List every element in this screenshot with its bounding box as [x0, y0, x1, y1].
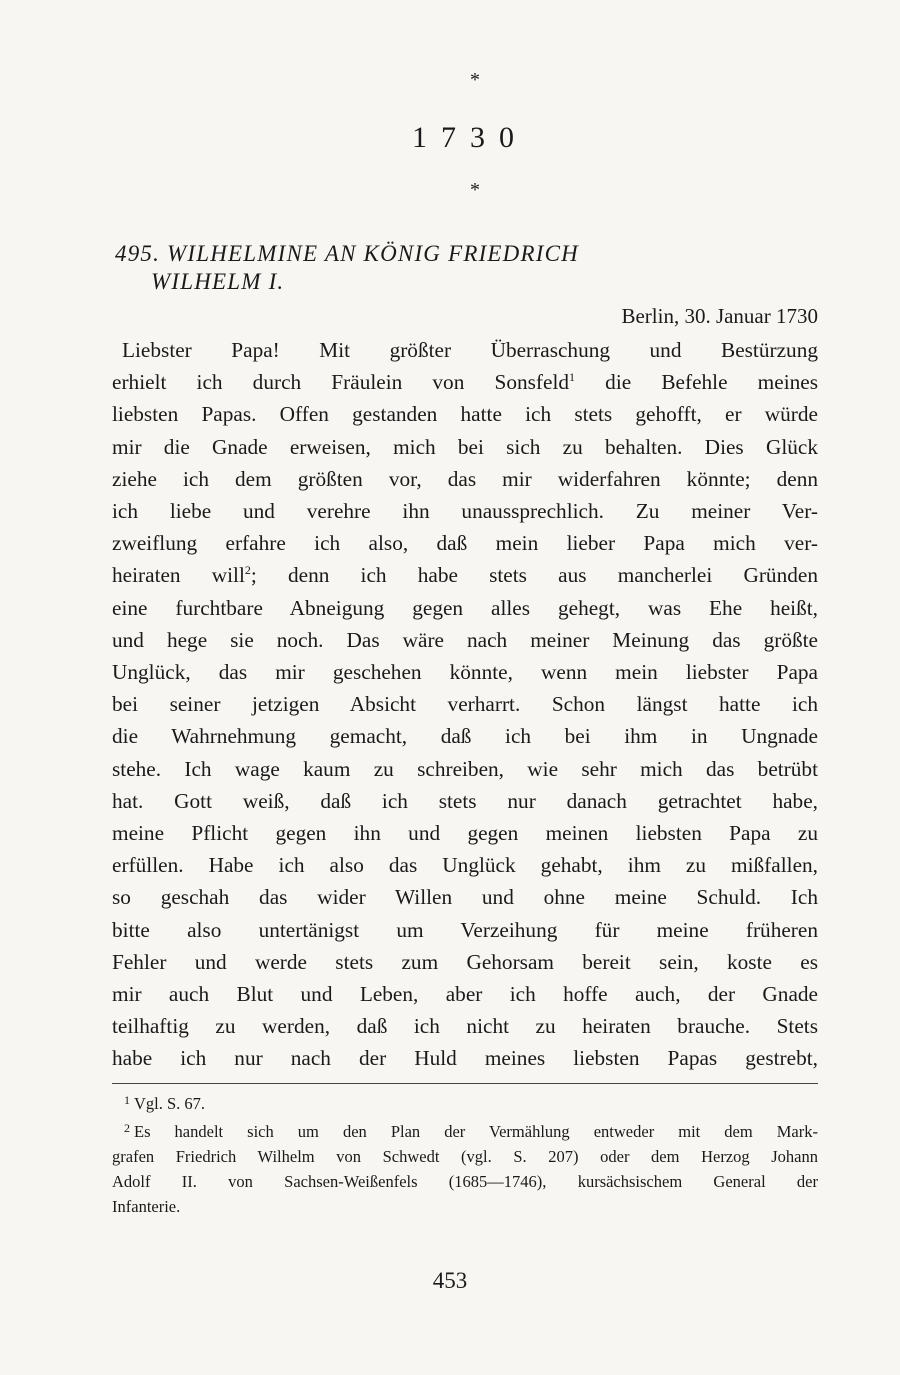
body-line: zweiflung erfahre ich also, daß mein lieber Papa mich ver- — [112, 531, 818, 556]
ornament-star-top: * — [470, 69, 480, 91]
body-line: Liebster Papa! Mit größter Überraschung und Bestürzung — [122, 338, 818, 362]
body-line: so geschah das wider Willen und ohne meine Schuld. Ich — [112, 885, 818, 910]
body-line: bitte also untertänigst um Verzeihung für meine früheren — [112, 917, 818, 942]
body-line: Fehler und werde stets zum Gehorsam bereit sein, koste es — [112, 949, 818, 974]
footnote-1-text: Vgl. S. 67. — [134, 1093, 206, 1113]
ornament-star-bottom: * — [470, 179, 480, 201]
body-line: eine furchtbare Abneigung gegen alles gehegt, was Ehe heißt, — [112, 595, 818, 620]
footnote-ref-1[interactable]: 1 — [569, 370, 576, 385]
body-line: hat. Gott weiß, daß ich stets nur danach getrachtet habe, — [112, 788, 818, 813]
body-line: ziehe ich dem größten vor, das mir widerfahren könnte; denn — [112, 466, 818, 491]
footnote-2-line: $^2$ Es handelt sich um den Plan der Vermählung entweder mit dem Mark- — [124, 1120, 818, 1141]
body-line: liebsten Papas. Offen gestanden hatte ich stets gehofft, er würde — [112, 402, 818, 427]
letter-dateline: Berlin, 30. Januar 1730 — [621, 304, 818, 328]
body-line: mir die Gnade erweisen, mich bei sich zu behalten. Dies Glück — [112, 434, 818, 459]
letter-title-line1: WILHELMINE AN KÖNIG FRIEDRICH — [167, 241, 579, 266]
footnote-1 — [112, 1088, 818, 1116]
footnote-2-line: grafen Friedrich Wilhelm von Schwedt (vgl. S. 207) oder dem Herzog Johann — [112, 1146, 818, 1166]
letter-body — [112, 334, 818, 1075]
body-line: und hege sie noch. Das wäre nach meiner Meinung das größte — [112, 627, 818, 652]
letter-title-line2: WILHELM I. — [151, 269, 285, 294]
letter-heading — [112, 240, 818, 296]
body-line: teilhaftig zu werden, daß ich nicht zu heiraten brauche. Stets — [112, 1014, 818, 1039]
letter-number: 495. — [115, 241, 161, 266]
body-line: ich liebe und verehre ihn unaussprechlich. Zu meiner Ver- — [112, 499, 818, 524]
body-line: Unglück, das mir geschehen könnte, wenn mein liebster Papa — [112, 660, 818, 685]
body-line: die Wahrnehmung gemacht, daß ich bei ihm in Ungnade — [112, 724, 818, 749]
body-line: habe ich nur nach der Huld meines liebsten Papas gestrebt, — [112, 1046, 818, 1071]
footnote-2-line: Adolf II. von Sachsen-Weißenfels (1685—1746), kursächsischem General der — [112, 1171, 818, 1191]
footnote-2-number: 2 — [124, 1120, 130, 1135]
page-number: 453 — [432, 1268, 468, 1293]
footnote-divider — [112, 1083, 818, 1084]
footnotes — [112, 1088, 818, 1219]
body-line: bei seiner jetzigen Absicht verharrt. Schon längst hatte ich — [112, 692, 818, 717]
year-heading: 1730 — [412, 121, 528, 154]
footnote-1-number: 1 — [124, 1092, 130, 1107]
footnote-ref-2[interactable]: 2 — [244, 563, 251, 578]
body-line: meine Pflicht gegen ihn und gegen meinen liebsten Papa zu — [112, 821, 818, 846]
body-line: erfüllen. Habe ich also das Unglück gehabt, ihm zu mißfallen, — [112, 853, 818, 878]
footnote-2-line: Infanterie. — [112, 1196, 181, 1216]
book-page — [112, 70, 818, 1219]
footnote-2 — [112, 1116, 818, 1219]
body-line: erhielt ich durch Fräulein von Sonsfeld$^1$ die Befehle meines — [112, 370, 818, 395]
body-line: heiraten will$^2$; denn ich habe stets aus mancherlei Gründen — [112, 563, 818, 588]
body-line: mir auch Blut und Leben, aber ich hoffe auch, der Gnade — [112, 982, 818, 1007]
body-line: stehe. Ich wage kaum zu schreiben, wie sehr mich das betrübt — [112, 756, 818, 781]
